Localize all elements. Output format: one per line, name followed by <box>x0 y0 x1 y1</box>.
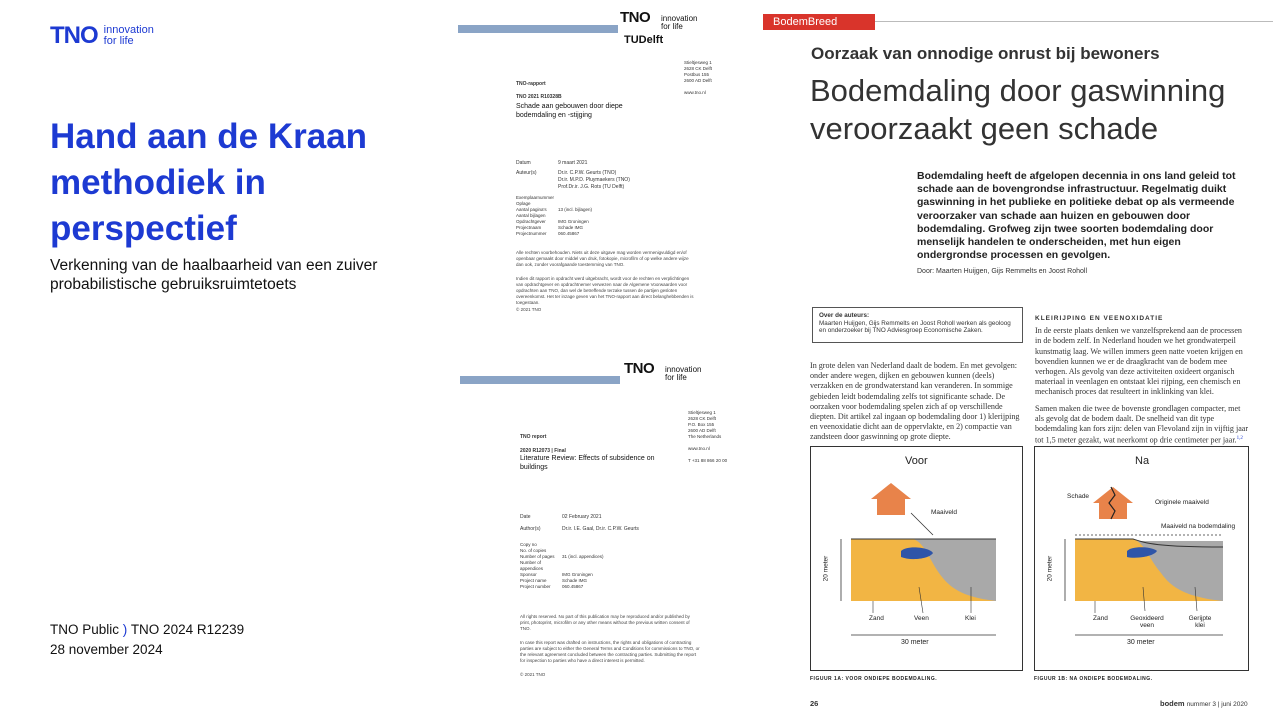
magazine-issue: bodem nummer 3 | juni 2020 <box>1160 699 1248 708</box>
figure-before-caption: FIGUUR 1A: VOOR ONDIEPE BODEMDALING. <box>810 676 938 682</box>
cover-tno-logo: TNO <box>620 9 651 26</box>
article-lead: Bodemdaling heeft de afgelopen decennia in ons land geleid tot schade aan de bovengrondse infrastructuur. Regelmatig duikt gaswinning in het publieke en politieke debat op als vermeende veroorzaker van schade aan huizen en gebouwen door bodemdaling. Grofweg zijn twee soorten bodemdaling door menselijk handelen te onderscheiden, met hun eigen ondergrondse processen en gevolgen. <box>917 170 1236 262</box>
cover-address: Stieltjesweg 1 2628 CK Delft Postbus 155 2600 AD Delft www.tno.nl <box>684 60 713 95</box>
cover2-type-label: TNO report <box>520 434 547 440</box>
figure-before-diagram <box>811 447 1021 669</box>
oxidized-peat-label: Geoxideerd veen <box>1130 615 1164 629</box>
article-column-1: In grote delen van Nederland daalt de bodem. En met gevolgen: onder andere wegen, dijken en gebouwen kunnen (deels) verzakken en de grondwaterstand kan veranderen. In sommige gebieden leidt bodemdaling zelfs tot significante schade. De oorzaken voor bodemdaling spelen zich af op verschillende diepten. Dit artikel zal ingaan op bodemdaling door 1) klerijping en veenoxidatie dicht aan de oppervlakte, en 2) compactie van zandsteen door gaswinning op grote diepte. <box>810 361 1020 442</box>
article-kicker: Oorzaak van onnodige onrust bij bewoners <box>811 44 1160 63</box>
tudelft-logo: TUDelft <box>624 34 664 46</box>
cover2-title: Literature Review: Effects of subsidence on buildings <box>520 455 655 471</box>
report-number: TNO 2024 R12239 <box>130 622 245 637</box>
article-headline: Bodemdaling door gaswinning veroorzaakt geen schade <box>810 73 1226 146</box>
cover2-address: Stieltjesweg 1 2628 CK Delft P.O. Box 155 2600 AD Delft The Netherlands www.tno.nl T +31 88 866 20 00 <box>688 410 728 463</box>
about-authors-box: Over de auteurs: Maarten Huijgen, Gijs Remmelts en Joost Roholl werken als geoloog en onderzoeker bij TNO Adviesgroep Economische Zaken. <box>812 307 1023 343</box>
section-tag: BodemBreed <box>763 14 875 30</box>
section-rule <box>875 21 1273 22</box>
column-heading: KLEIRIJPING EN VEENOXIDATIE <box>1035 315 1164 322</box>
cover2-copyright: © 2021 TNO <box>520 672 546 677</box>
cover-rights-2: Indien dit rapport in opdracht werd uitgebracht, wordt voor de rechten en verplichtingen van opdrachtgever en opdrachtnemer verwezen naar de Algemene Voorwaarden voor opdrachten aan TNO, dan wel de betreffende terzake tussen de partijen gesloten overeenkomst. Het ter inzage geven van het TNO-rapport aan direct belanghebbenden is toegestaan. <box>516 276 694 305</box>
width-label: 30 meter <box>901 639 929 646</box>
figure-after-caption: FIGUUR 1B: NA ONDIEPE BODEMDALING. <box>1034 676 1153 682</box>
sand-label: Zand <box>869 615 884 622</box>
maaiveld-label: Maaiveld <box>931 509 958 516</box>
tno-logo-wordmark: TNO <box>50 22 98 49</box>
cover2-tno-logo: TNO <box>624 360 655 377</box>
slide-subtitle: Verkenning van de haalbaarheid van een zuiver probabilistische gebruiksruimtetoets <box>50 257 378 293</box>
cover-tno-tagline: innovation for life <box>661 14 698 31</box>
report-date: 28 november 2024 <box>50 642 163 657</box>
cover-meta-2: Exemplaarnummer Oplage Aantal pagina's 13 (incl. bijlagen) Aantal bijlagen Opdrachtgever IMG Groningen Projectnaam Schade IMG Projectnummer 060.45867 <box>516 195 593 236</box>
report-cover-nl <box>458 10 758 340</box>
tno-logo-tagline: innovation for life <box>103 24 154 47</box>
cover2-report-number: 2020 R12073 | Final <box>520 448 566 454</box>
clay-label: Klei <box>965 615 976 622</box>
house-icon <box>871 483 911 515</box>
tno-logo <box>50 24 154 48</box>
footer-separator: ) <box>122 622 128 637</box>
slide-footer <box>50 620 244 660</box>
depth-label: 20 meter <box>822 555 830 582</box>
classification-label: TNO Public <box>50 622 120 637</box>
cover2-rule <box>460 376 620 384</box>
surface-after-label: Maaiveld na bodemdaling <box>1161 523 1236 530</box>
cover2-meta: Date 02 February 2021 Author(s) Dr.ir. I.E. Gaal, Dr.ir. C.P.W. Geurts <box>520 514 639 532</box>
figure-after-title: Na <box>1135 455 1150 467</box>
figure-before-title: Voor <box>905 455 928 467</box>
depth-label: 20 meter <box>1046 555 1054 582</box>
cover-rule <box>458 25 618 33</box>
damage-label: Schade <box>1067 493 1090 500</box>
sand-label: Zand <box>1093 615 1108 622</box>
cover-rights: Alle rechten voorbehouden. Niets uit deze uitgave mag worden vermenigvuldigd en/of openbaar gemaakt door middel van druk, fotokopie, microfilm of op welke andere wijze dan ook, zonder voorafgaande toestemming van TNO. <box>516 250 689 267</box>
figure-after-panel <box>1034 446 1249 671</box>
ripened-clay-label: Gerijpte klei <box>1188 615 1212 629</box>
cover-copyright: © 2021 TNO <box>516 307 542 312</box>
article-authors: Door: Maarten Huijgen, Gijs Remmelts en Joost Roholl <box>917 268 1088 275</box>
page-number: 26 <box>810 699 819 708</box>
cover2-tno-tagline: innovation for life <box>665 365 702 382</box>
width-label: 30 meter <box>1127 639 1155 646</box>
figure-after-diagram <box>1035 447 1247 669</box>
cover2-meta-2: Copy no No. of copies Number of pages 31 (incl. appendices) Number of appendices Sponsor IMG Groningen Project name Schade IMG Project number 060.45867 <box>520 542 604 589</box>
original-surface-label: Originele maaiveld <box>1155 499 1209 506</box>
cover-meta: Datum 9 maart 2021 Auteur(s) Dr.ir. C.P.W. Geurts (TNO) Dr.ir. M.P.D. Pluymaekers (TNO) Prof.Dr.ir. J.G. Rots (TU Delft) <box>516 160 630 190</box>
cover-type-label: TNO-rapport <box>516 81 546 87</box>
peat-label: Veen <box>914 615 929 622</box>
cover2-rights-2: In case this report was drafted on instructions, the rights and obligations of contracting parties are subject to either the General Terms and Conditions for commissions to TNO, or the relevant agreement concluded between the contracting parties. Submitting the report for inspection to parties who have a direct interest is permitted. <box>520 640 700 663</box>
cover-title: Schade aan gebouwen door diepe bodemdaling en -stijging <box>516 103 623 119</box>
article-column-2: KLEIRIJPING EN VEENOXIDATIE In de eerste plaats denken we vanzelfsprekend aan de processen in de bodem zelf. In Nederland houden we het grondwaterpeil kunstmatig laag. We willen immers geen natte voeten krijgen en bovendien kunnen we er de draagkracht van de bodem mee verhogen. Als gevolg van deze activiteiten oxideert organisch materiaal in veenlagen en ontstaat klei rijping, een chemisch en mechanisch proces dat resulteert in inklinking van klei. Samen maken die twee de bovenste grondlagen compacter, met als gevolg dat de bodem daalt. De snelheid van dit type bodemdaling kan fors zijn: delen van Flevoland zijn in vijftig jaar tot 1,5 meter gezakt, wat neerkomt op drie centimeter per jaar.$^{1,2}$ <box>1035 315 1249 445</box>
cover2-rights: All rights reserved. No part of this publication may be reproduced and/or published by print, photoprint, microfilm or any other means without the previous written consent of TNO. <box>520 614 690 631</box>
cover-report-number: TNO 2021 R10328B <box>516 94 562 100</box>
report-cover-en <box>460 360 760 686</box>
slide-title: Hand aan de Kraan methodiek in perspectief <box>50 117 368 248</box>
figure-before-panel <box>810 446 1023 671</box>
